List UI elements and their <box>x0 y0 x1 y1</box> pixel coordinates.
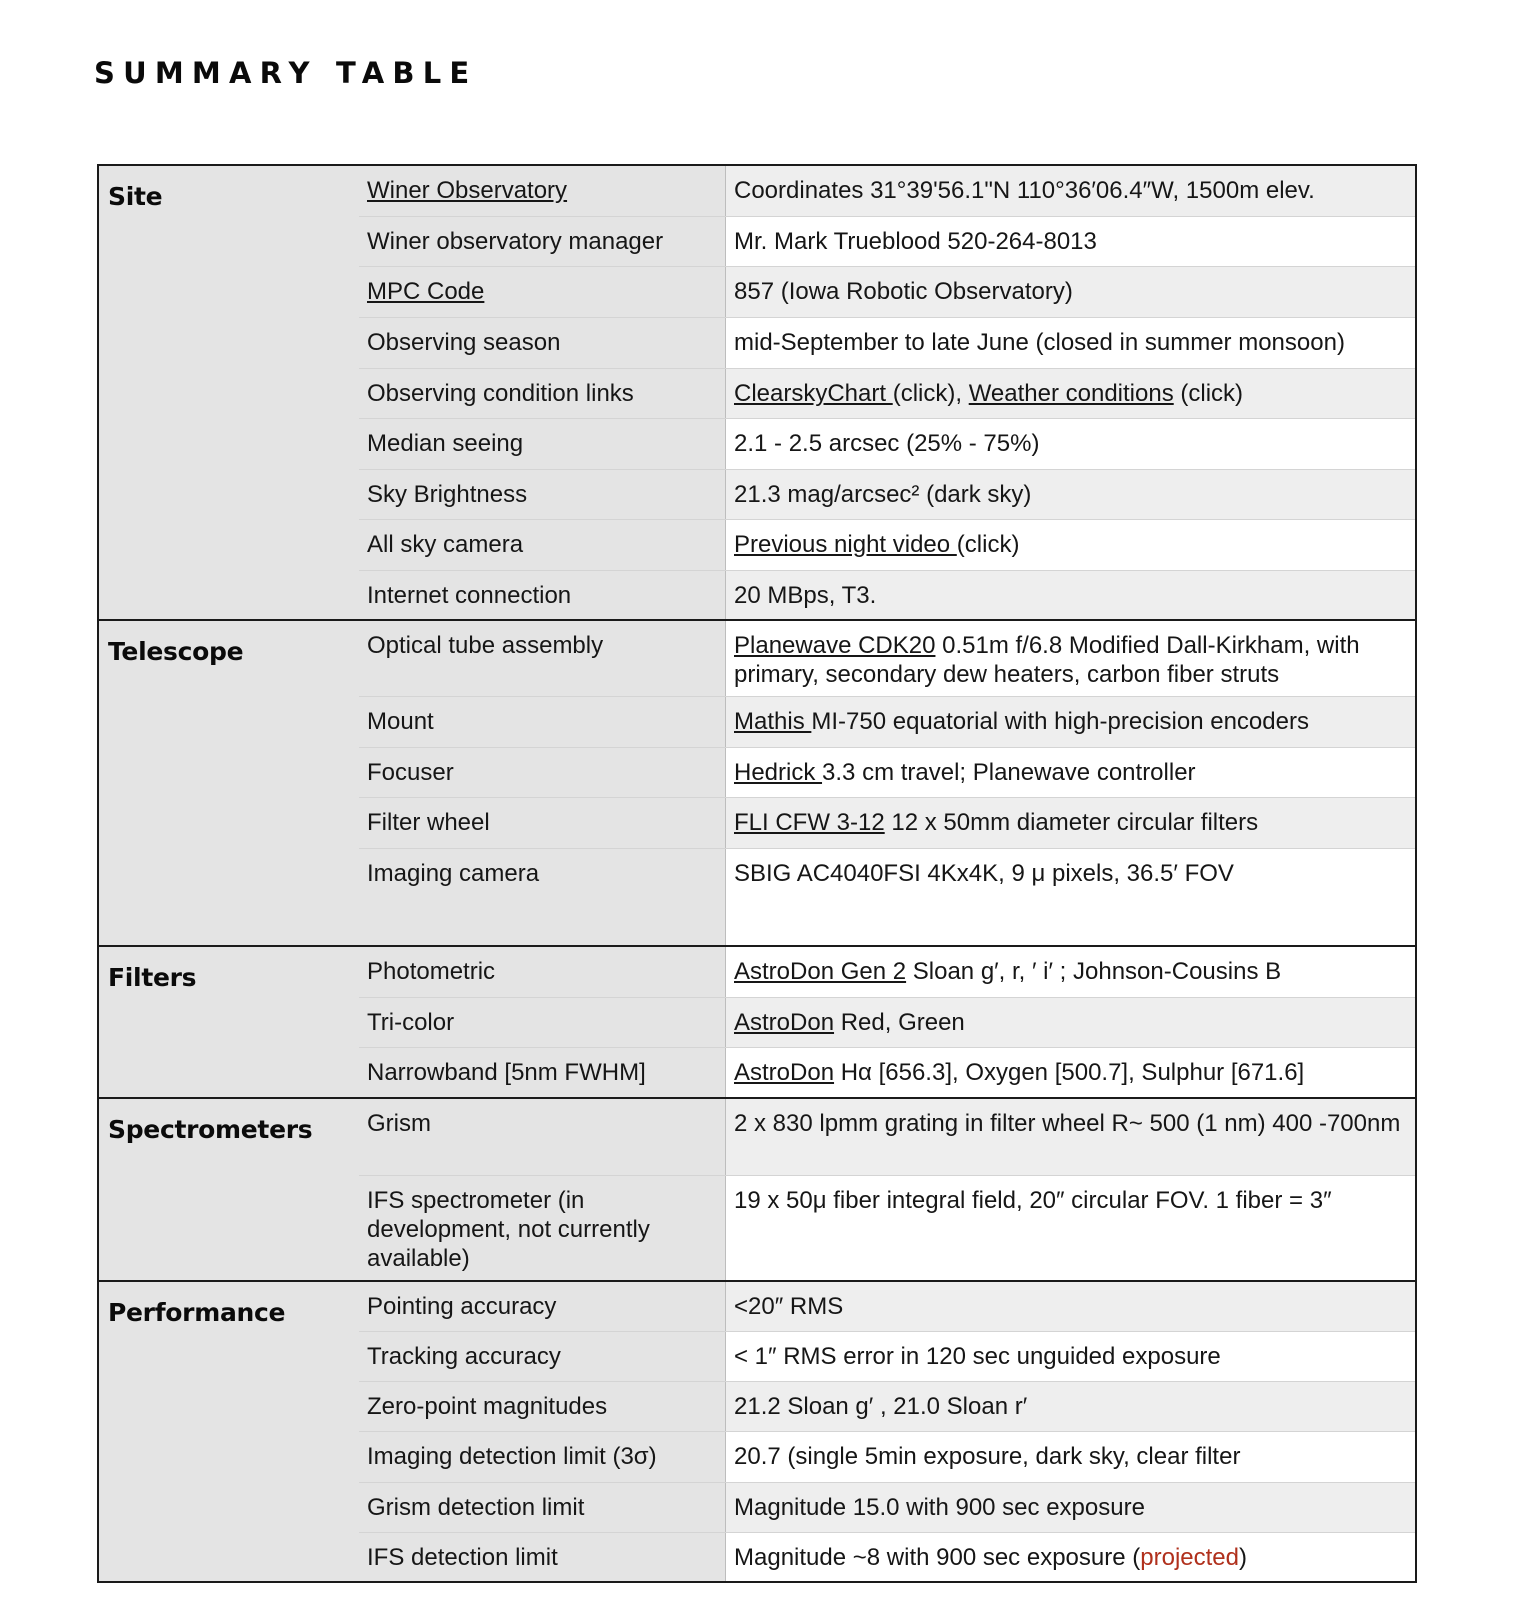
label-cell <box>359 798 726 848</box>
category-label: Telescope <box>99 621 359 945</box>
value-cell <box>726 1048 1415 1097</box>
row-label: Filter wheel <box>367 809 490 836</box>
link-mpc-code[interactable]: MPC Code <box>367 278 485 305</box>
value-text: Red, Green <box>834 1009 965 1036</box>
value-text: Sloan g′, r, ′ i′ ; Johnson-Cousins B <box>906 958 1282 985</box>
label-cell <box>359 369 726 418</box>
row-label: Grism <box>367 1110 431 1137</box>
table-row <box>359 1047 1415 1097</box>
label-cell <box>359 520 726 570</box>
label-cell <box>359 1432 726 1482</box>
value-text: 0.51m f/6.8 Modified Dall-Kirkham, with primary, secondary dew heaters, carbon fiber struts <box>734 632 1360 688</box>
row-label: Median seeing <box>367 430 524 457</box>
value-text: (click), <box>892 380 969 407</box>
table-row <box>359 1175 1415 1280</box>
row-label: Pointing accuracy <box>367 1293 557 1320</box>
section-telescope <box>99 619 1415 945</box>
row-label: Photometric <box>367 958 496 985</box>
value-cell <box>726 470 1415 519</box>
label-cell <box>359 166 726 216</box>
table-row <box>359 469 1415 519</box>
label-cell <box>359 1048 726 1097</box>
row-label: Observing season <box>367 329 561 356</box>
value-text: 21.3 mag/arcsec² (dark sky) <box>734 481 1032 508</box>
value-cell <box>726 998 1415 1047</box>
value-text: (click) <box>956 531 1020 558</box>
link-hedrick[interactable]: Hedrick <box>734 759 823 786</box>
value-cell <box>726 166 1415 216</box>
label-cell <box>359 1483 726 1532</box>
table-row <box>359 696 1415 747</box>
row-label: Narrowband [5nm FWHM] <box>367 1059 646 1086</box>
value-text: Magnitude 15.0 with 900 sec exposure <box>734 1494 1145 1521</box>
value-cell <box>726 1176 1415 1280</box>
label-cell <box>359 1332 726 1381</box>
value-cell <box>726 1099 1415 1175</box>
label-cell <box>359 571 726 619</box>
category-label: Filters <box>99 947 359 1097</box>
value-cell <box>726 849 1415 945</box>
value-text: Coordinates 31°39'56.1"N 110°36′06.4″W, 1500m elev. <box>734 177 1315 204</box>
value-text: 857 (Iowa Robotic Observatory) <box>734 278 1073 305</box>
table-row <box>359 797 1415 848</box>
table-row <box>359 997 1415 1047</box>
link-mathis[interactable]: Mathis <box>734 708 812 735</box>
link-planewave-cdk20[interactable]: Planewave CDK20 <box>734 632 936 659</box>
page-title: SUMMARY TABLE <box>94 56 478 90</box>
table-row <box>359 216 1415 266</box>
row-label: Sky Brightness <box>367 481 528 508</box>
label-cell <box>359 1176 726 1280</box>
table-row <box>359 747 1415 797</box>
section-filters <box>99 945 1415 1097</box>
link-winer-observatory[interactable]: Winer Observatory <box>367 177 568 204</box>
value-cell <box>726 217 1415 266</box>
value-text: (click) <box>1173 380 1244 407</box>
row-label: Winer observatory manager <box>367 228 664 255</box>
value-text: 19 x 50μ fiber integral field, 20″ circular FOV. 1 fiber = 3″ <box>734 1187 1332 1214</box>
row-label: Mount <box>367 708 434 735</box>
section-site <box>99 166 1415 619</box>
value-text: 21.2 Sloan g′ , 21.0 Sloan r′ <box>734 1393 1028 1420</box>
table-row <box>359 519 1415 570</box>
value-cell <box>726 1282 1415 1331</box>
table-row <box>359 1482 1415 1532</box>
table-row <box>359 947 1415 997</box>
link-fli-cfw-3-12[interactable]: FLI CFW 3-12 <box>734 809 885 836</box>
table-row <box>359 266 1415 317</box>
link-weather-conditions[interactable]: Weather conditions <box>968 380 1174 407</box>
value-cell <box>726 267 1415 317</box>
row-label: IFS detection limit <box>367 1544 558 1571</box>
row-label: Optical tube assembly <box>367 632 604 659</box>
label-cell <box>359 1382 726 1431</box>
value-cell <box>726 318 1415 368</box>
table-row <box>359 418 1415 469</box>
value-cell <box>726 1332 1415 1381</box>
value-cell <box>726 1432 1415 1482</box>
label-cell <box>359 267 726 317</box>
table-row <box>359 1381 1415 1431</box>
label-cell <box>359 318 726 368</box>
link-astrodon-gen-2[interactable]: AstroDon Gen 2 <box>734 958 907 985</box>
category-label: Spectrometers <box>99 1099 359 1280</box>
value-cell <box>726 571 1415 619</box>
value-cell <box>726 1483 1415 1532</box>
table-row <box>359 317 1415 368</box>
value-text: 20.7 (single 5min exposure, dark sky, clear filter <box>734 1443 1241 1470</box>
row-label: Imaging detection limit (3σ) <box>367 1443 657 1470</box>
value-text: MI-750 equatorial with high-precision encoders <box>811 708 1309 735</box>
value-text: 2 x 830 lpmm grating in filter wheel R~ 500 (1 nm) 400 -700nm <box>734 1110 1401 1137</box>
value-cell <box>726 520 1415 570</box>
value-cell <box>726 1382 1415 1431</box>
link-astrodon[interactable]: AstroDon <box>734 1009 835 1036</box>
row-label: Internet connection <box>367 582 572 609</box>
row-label: Focuser <box>367 759 454 786</box>
link-previous-night-video[interactable]: Previous night video <box>734 531 957 558</box>
label-cell <box>359 1099 726 1175</box>
value-cell <box>726 748 1415 797</box>
label-cell <box>359 947 726 997</box>
projected-note: projected <box>1140 1544 1239 1571</box>
value-text: mid-September to late June (closed in summer monsoon) <box>734 329 1345 356</box>
value-text: Mr. Mark Trueblood 520-264-8013 <box>734 228 1097 255</box>
value-cell <box>726 697 1415 747</box>
label-cell <box>359 470 726 519</box>
value-text: 20 MBps, T3. <box>734 582 877 609</box>
section-performance <box>99 1280 1415 1581</box>
label-cell <box>359 849 726 945</box>
row-label: All sky camera <box>367 531 524 558</box>
label-cell <box>359 217 726 266</box>
row-label: Observing condition links <box>367 380 634 407</box>
table-row <box>359 570 1415 619</box>
label-cell <box>359 697 726 747</box>
value-text: 12 x 50mm diameter circular filters <box>884 809 1259 836</box>
label-cell <box>359 419 726 469</box>
value-text: 2.1 - 2.5 arcsec (25% - 75%) <box>734 430 1040 457</box>
row-label: Imaging camera <box>367 860 540 887</box>
label-cell <box>359 998 726 1047</box>
summary-table <box>97 164 1417 1583</box>
value-cell <box>726 621 1415 696</box>
category-label: Site <box>99 166 359 619</box>
value-text: SBIG AC4040FSI 4Kx4K, 9 μ pixels, 36.5′ FOV <box>734 860 1234 887</box>
value-cell <box>726 1533 1415 1581</box>
row-label: Grism detection limit <box>367 1494 585 1521</box>
label-cell <box>359 1282 726 1331</box>
link-astrodon[interactable]: AstroDon <box>734 1059 835 1086</box>
table-row <box>359 1532 1415 1581</box>
label-cell <box>359 621 726 696</box>
row-label: Tri-color <box>367 1009 455 1036</box>
value-text: Magnitude ~8 with 900 sec exposure ( <box>734 1544 1141 1571</box>
value-cell <box>726 369 1415 418</box>
row-label: IFS spectrometer (in development, not currently available) <box>367 1187 650 1272</box>
table-row <box>359 1282 1415 1331</box>
row-label: Zero-point magnitudes <box>367 1393 608 1420</box>
value-cell <box>726 419 1415 469</box>
table-row <box>359 368 1415 418</box>
label-cell <box>359 748 726 797</box>
label-cell <box>359 1533 726 1581</box>
value-text: 3.3 cm travel; Planewave controller <box>822 759 1196 786</box>
table-row <box>359 1099 1415 1175</box>
value-text: <20″ RMS <box>734 1293 844 1320</box>
table-row <box>359 621 1415 696</box>
link-clearskychart[interactable]: ClearskyChart <box>734 380 893 407</box>
value-text: Hα [656.3], Oxygen [500.7], Sulphur [671.6] <box>834 1059 1305 1086</box>
value-text: ) <box>1238 1544 1247 1571</box>
section-spectrometers <box>99 1097 1415 1280</box>
table-row <box>359 848 1415 945</box>
value-text: < 1″ RMS error in 120 sec unguided exposure <box>734 1343 1221 1370</box>
table-row <box>359 1431 1415 1482</box>
table-row <box>359 1331 1415 1381</box>
value-cell <box>726 947 1415 997</box>
row-label: Tracking accuracy <box>367 1343 561 1370</box>
category-label: Performance <box>99 1282 359 1581</box>
value-cell <box>726 798 1415 848</box>
table-row <box>359 166 1415 216</box>
